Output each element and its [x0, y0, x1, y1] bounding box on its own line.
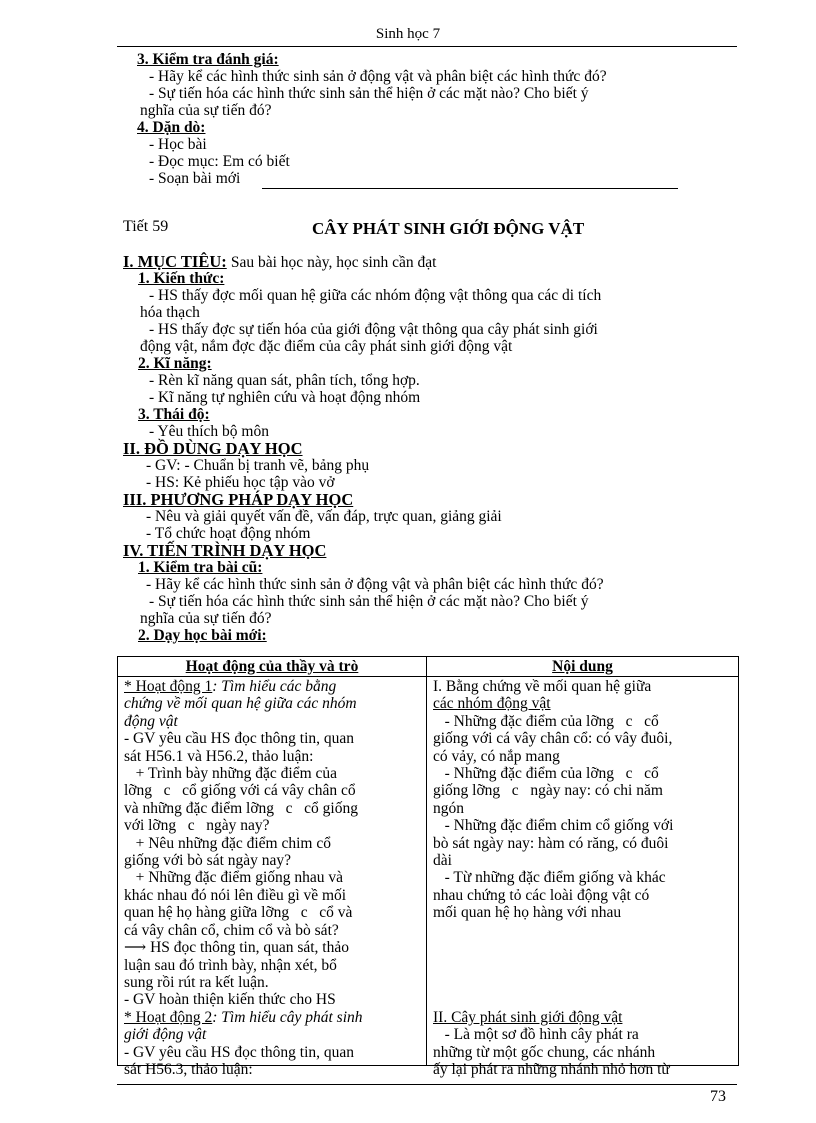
activity-line: khác nhau đó nói lên điều gì về mối — [124, 886, 347, 904]
assessment-question-2b: nghĩa của sự tiến đó? — [140, 102, 272, 119]
activity-line: - GV yêu cầu HS đọc thông tin, quan — [124, 730, 355, 748]
column-header-activities: Hoạt động của thầy và trò — [118, 657, 426, 677]
header-rule — [117, 46, 737, 47]
content-line: những từ một gốc chung, các nhánh — [433, 1043, 656, 1061]
content-column — [427, 657, 738, 1078]
materials-heading: II. ĐỒ DÙNG DẠY HỌC — [123, 439, 303, 458]
content-line: - Là một sơ đồ hình cây phát ra — [433, 1026, 639, 1044]
content-spacer — [433, 991, 734, 1008]
review-question-2a: - Sự tiến hóa các hình thức sinh sản thể hiện ở các mặt nào? Cho biết ý — [149, 593, 589, 610]
content-line: mối quan hệ họ hàng với nhau — [433, 904, 622, 922]
teacher-student-column — [118, 657, 427, 1078]
activity-line: + Nêu những đặc điểm chim cổ — [124, 834, 331, 852]
page-header-title: Sinh học 7 — [375, 26, 441, 42]
activity-1-line: động vật — [124, 712, 178, 730]
activity-line: + Những đặc điểm giống nhau và — [124, 869, 344, 887]
content-line: có vảy, có nắp mang — [433, 747, 560, 765]
content-line: - Từ những đặc điểm giống và khác — [433, 869, 666, 887]
knowledge-heading: 1. Kiến thức: — [138, 270, 225, 287]
activity-line: giống với bò sát ngày nay? — [124, 852, 292, 870]
homework-item: - Đọc mục: Em có biết — [149, 153, 290, 170]
materials-teacher: - GV: - Chuẩn bị tranh vẽ, bảng phụ — [146, 457, 370, 474]
new-lesson-heading: 2. Dạy học bài mới: — [138, 627, 267, 644]
objectives-heading: I. MỤC TIÊU: Sau bài học này, học sinh cần đạt — [123, 252, 437, 271]
homework-item: - Soạn bài mới — [149, 170, 241, 187]
content-line: - Những đặc điểm của lỡng c cổ — [433, 765, 659, 783]
assessment-question-2a: - Sự tiến hóa các hình thức sinh sản thể hiện ở các mặt nào? Cho biết ý — [149, 85, 589, 102]
content-line: nhau chứng tỏ các loài động vật có — [433, 886, 650, 904]
knowledge-item-2a: - HS thấy đợc sự tiến hóa của giới động vật thông qua cây phát sinh giới — [149, 321, 598, 338]
review-question-2b: nghĩa của sự tiến đó? — [140, 610, 272, 627]
content-line: dài — [433, 852, 452, 870]
activity-line: - GV yêu cầu HS đọc thông tin, quan — [124, 1043, 355, 1061]
methods-item-1: - Nêu và giải quyết vấn đề, vấn đáp, trực quan, giảng giải — [146, 508, 502, 525]
content-line: I. Bằng chứng về mối quan hệ giữa — [433, 678, 652, 695]
knowledge-item-2b: động vật, nắm đợc đặc điểm của cây phát sinh giới động vật — [140, 338, 513, 355]
activity-line: quan hệ họ hàng giữa lỡng c cổ và — [124, 904, 353, 922]
column-header-content: Nội dung — [427, 657, 738, 677]
activity-line: luận sau đó trình bày, nhận xét, bổ — [124, 956, 337, 974]
materials-student: - HS: Kẻ phiếu học tập vào vở — [146, 474, 335, 491]
content-line: - Những đặc điểm chim cổ giống với — [433, 817, 674, 835]
activity-line: - GV hoàn thiện kiến thức cho HS — [124, 991, 336, 1009]
content-spacer — [433, 922, 734, 939]
review-heading: 1. Kiểm tra bài cũ: — [138, 559, 263, 576]
skills-item-2: - Kĩ năng tự nghiên cứu và hoạt động nhóm — [149, 389, 421, 406]
knowledge-item-1a: - HS thấy đợc mối quan hệ giữa các nhóm động vật thông qua các di tích — [149, 287, 602, 304]
activity-line: với lỡng c ngày nay? — [124, 817, 270, 835]
activities-cell — [124, 678, 422, 1078]
activity-line: sát H56.1 và H56.2, thảo luận: — [124, 747, 314, 765]
content-line: các nhóm động vật — [433, 695, 551, 713]
attitude-heading: 3. Thái độ: — [138, 406, 210, 423]
review-question-1: - Hãy kể các hình thức sinh sản ở động vật và phân biệt các hình thức đó? — [146, 576, 604, 593]
content-spacer — [433, 957, 734, 974]
section-divider — [262, 188, 678, 189]
activity-line: sung rồi rút ra kết luận. — [124, 973, 269, 991]
activity-1-line: chứng về mối quan hệ giữa các nhóm — [124, 695, 357, 713]
methods-heading: III. PHƯƠNG PHÁP DẠY HỌC — [123, 490, 354, 509]
skills-heading: 2. Kĩ năng: — [138, 355, 212, 372]
footer-rule — [117, 1084, 737, 1085]
skills-item-1: - Rèn kĩ năng quan sát, phân tích, tổng hợp. — [149, 372, 420, 389]
activity-line: và những đặc điểm lỡng c cổ giống — [124, 799, 358, 817]
activity-line: sát H56.3, thảo luận: — [124, 1060, 253, 1078]
assessment-question-1: - Hãy kể các hình thức sinh sản ở động vật và phân biệt các hình thức đó? — [149, 68, 607, 85]
process-heading: IV. TIẾN TRÌNH DẠY HỌC — [123, 541, 327, 560]
activity-line: + Trình bày những đặc điểm của — [124, 765, 338, 783]
content-line: ngón — [433, 799, 464, 817]
activity-line: cá vây chân cổ, chim cổ và bò sát? — [124, 921, 339, 939]
content-line: - Những đặc điểm của lỡng c cổ — [433, 712, 659, 730]
activity-1-line: * Hoạt động 1: Tìm hiểu các bằng — [124, 678, 337, 695]
lesson-period: Tiết 59 — [123, 218, 169, 235]
content-line: giống với cá vây chân cổ: có vây đuôi, — [433, 730, 673, 748]
content-line: giống lỡng c ngày nay: có chi năm — [433, 782, 663, 800]
content-line: II. Cây phát sinh giới động vật — [433, 1008, 623, 1026]
page-number: 73 — [710, 1088, 726, 1105]
methods-item-2: - Tổ chức hoạt động nhóm — [146, 525, 311, 542]
section-heading-assessment: 3. Kiểm tra đánh giá: — [137, 51, 279, 68]
section-heading-homework: 4. Dặn dò: — [137, 119, 206, 136]
knowledge-item-1b: hóa thạch — [140, 304, 200, 321]
content-line: bò sát ngày nay: hàm có răng, có đuôi — [433, 834, 669, 852]
attitude-item-1: - Yêu thích bộ môn — [149, 423, 269, 440]
content-spacer — [433, 974, 734, 991]
activity-line: ⟶ HS đọc thông tin, quan sát, thảo — [124, 939, 349, 957]
content-spacer — [433, 939, 734, 956]
activity-2-line: * Hoạt động 2: Tìm hiểu cây phát sinh — [124, 1008, 363, 1026]
content-line: ấy lại phát ra những nhánh nhỏ hơn từ — [433, 1060, 670, 1078]
homework-item: - Học bài — [149, 136, 207, 153]
activity-line: lỡng c cổ giống với cá vây chân cổ — [124, 782, 356, 800]
lesson-activity-table — [117, 656, 739, 1078]
activity-2-line: giới động vật — [124, 1026, 207, 1044]
content-cell — [433, 678, 734, 1078]
lesson-title: CÂY PHÁT SINH GIỚI ĐỘNG VẬT — [312, 219, 585, 238]
